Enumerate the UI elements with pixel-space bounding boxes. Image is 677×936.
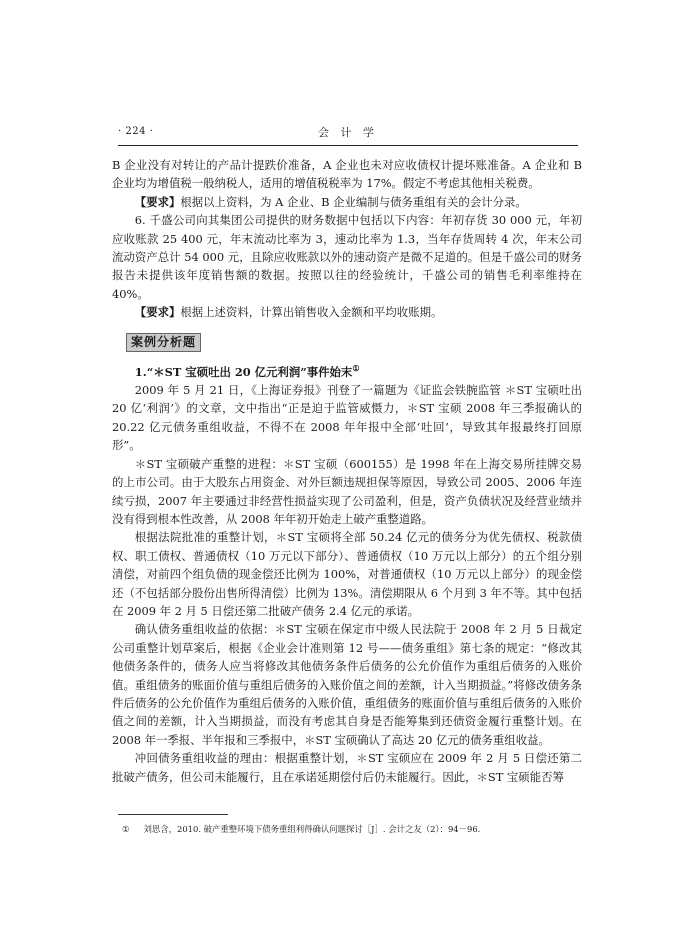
case-title [112,363,582,381]
case-paragraph-2: ＊ST 宝硕破产重整的进程：＊ST 宝硕（600155）是 1998 年在上海交易所挂牌交易的上市公司。由于大股东占用资金、对外巨额违规担保等原因，导致公司 2005、2006 年连续亏损，2007 年主要通过非经营性损益实现了公司盈利，但是，资产负债状况及经营业绩并没有得到根本性改善，从 2008 年年初开始走上破产重整道路。 [112,456,582,526]
case-title-text: 1.“＊ST 宝硕吐出 20 亿元利润”事件始末 [134,364,353,379]
requirement-text: 根据上述资料，计算出销售收入金额和平均收账期。 [180,305,443,320]
case-paragraph-4: 确认债务重组收益的依据：＊ST 宝硕在保定市中级人民法院于 2008 年 2 月 5 日裁定公司重整计划草案后，根据《企业会计准则第 12 号——债务重组》第七条的规定：“修改其他债务条件的，债务人应当将修改其他债务条件后债务的公允价值作为重组后债务的入账价值。重组债务的账面价值与重组后债务的入账价值之间的差额，计入当期损益。”将修改债务条件后债务的公允价值作为重组后债务的入账价值，重组债务的账面价值与重组后债务的入账价值之间的差额，计入当期损益，而没有考虑其自身是否能筹集到还债资金履行重整计划。在 2008 年一季报、半年报和三季报中，＊ST 宝硕确认了高达 20 亿元的债务重组收益。 [112,622,582,747]
body-text [112,156,582,786]
question-6: 6. 千盛公司向其集团公司提供的财务数据中包括以下内容：年初存货 30 000 元，年初应收账款 25 400 元，年末流动比率为 3，速动比率为 1.3，当年存货周转 4 次，年末公司流动资产总计 54 000 元，且除应收账款以外的速动资产是微不足道的。但是千盛公司的财务报告未提供该年度销售额的数据。按照以往的经验统计，千盛公司的销售毛利率维持在 40%。 [112,213,582,301]
case-paragraph-1: 2009 年 5 月 21 日，《上海证券报》刊登了一篇题为《证监会铁腕监管 ＊ST 宝硕吐出 20 亿‘利润’》的文章，文中指出“正是迫于监管威慑力，＊ST 宝硕 2008 年三季报确认的 20.22 亿元债务重组收益，不得不在 2008 年年报中全部‘吐回’，导致其年报最终打回原形”。 [112,383,582,453]
requirement-2 [112,303,582,321]
footnote [122,823,582,835]
requirement-text: 根据以上资料，为 A 企业、B 企业编制与债务重组有关的会计分录。 [180,194,527,209]
case-paragraph-3: 根据法院批准的重整计划，＊ST 宝硕将全部 50.24 亿元的债务分为优先债权、税款债权、职工债权、普通债权（10 万元以下部分）、普通债权（10 万元以上部分）的五个组分别清偿，对前四个组负债的现金偿还比例为 100%，对普通债权（10 万元以上部分）的现金偿还（不包括部分股份出售所得清偿）比例为 13%。清偿期限从 6 个月到 3 年不等。其中包括在 2009 年 2 月 5 日偿还第二批破产债务 2.4 亿元的承诺。 [112,530,582,618]
section-heading: 案例分析题 [126,333,201,352]
page-number: · 224 · [118,126,154,137]
running-header [118,124,578,142]
requirement-label: 【要求】 [134,305,181,320]
paragraph-continued: B 企业没有对转让的产品计提跌价准备，A 企业也未对应收债权计提坏账准备。A 企业和 B 企业均为增值税一般纳税人，适用的增值税税率为 17%。假定不考虑其他相关税费。 [112,158,582,191]
footnote-mark: ① [122,824,130,834]
case-paragraph-5: 冲回债务重组收益的理由：根据重整计划，＊ST 宝硕应在 2009 年 2 月 5 日偿还第二批破产债务，但公司未能履行，且在承诺延期偿付后仍未能履行。因此，＊ST 宝硕能否筹 [112,751,582,784]
footnote-rule [118,814,228,815]
book-title: 会 计 学 [318,126,378,139]
requirement-label: 【要求】 [134,194,181,209]
footnote-ref[interactable]: ① [352,362,360,373]
footnote-text: 刘思含，2010. 破产重整环境下债务重组利得确认问题探讨［J］. 会计之友（2）：94－96. [143,824,481,834]
requirement-1 [112,193,582,211]
header-rule [118,145,578,146]
